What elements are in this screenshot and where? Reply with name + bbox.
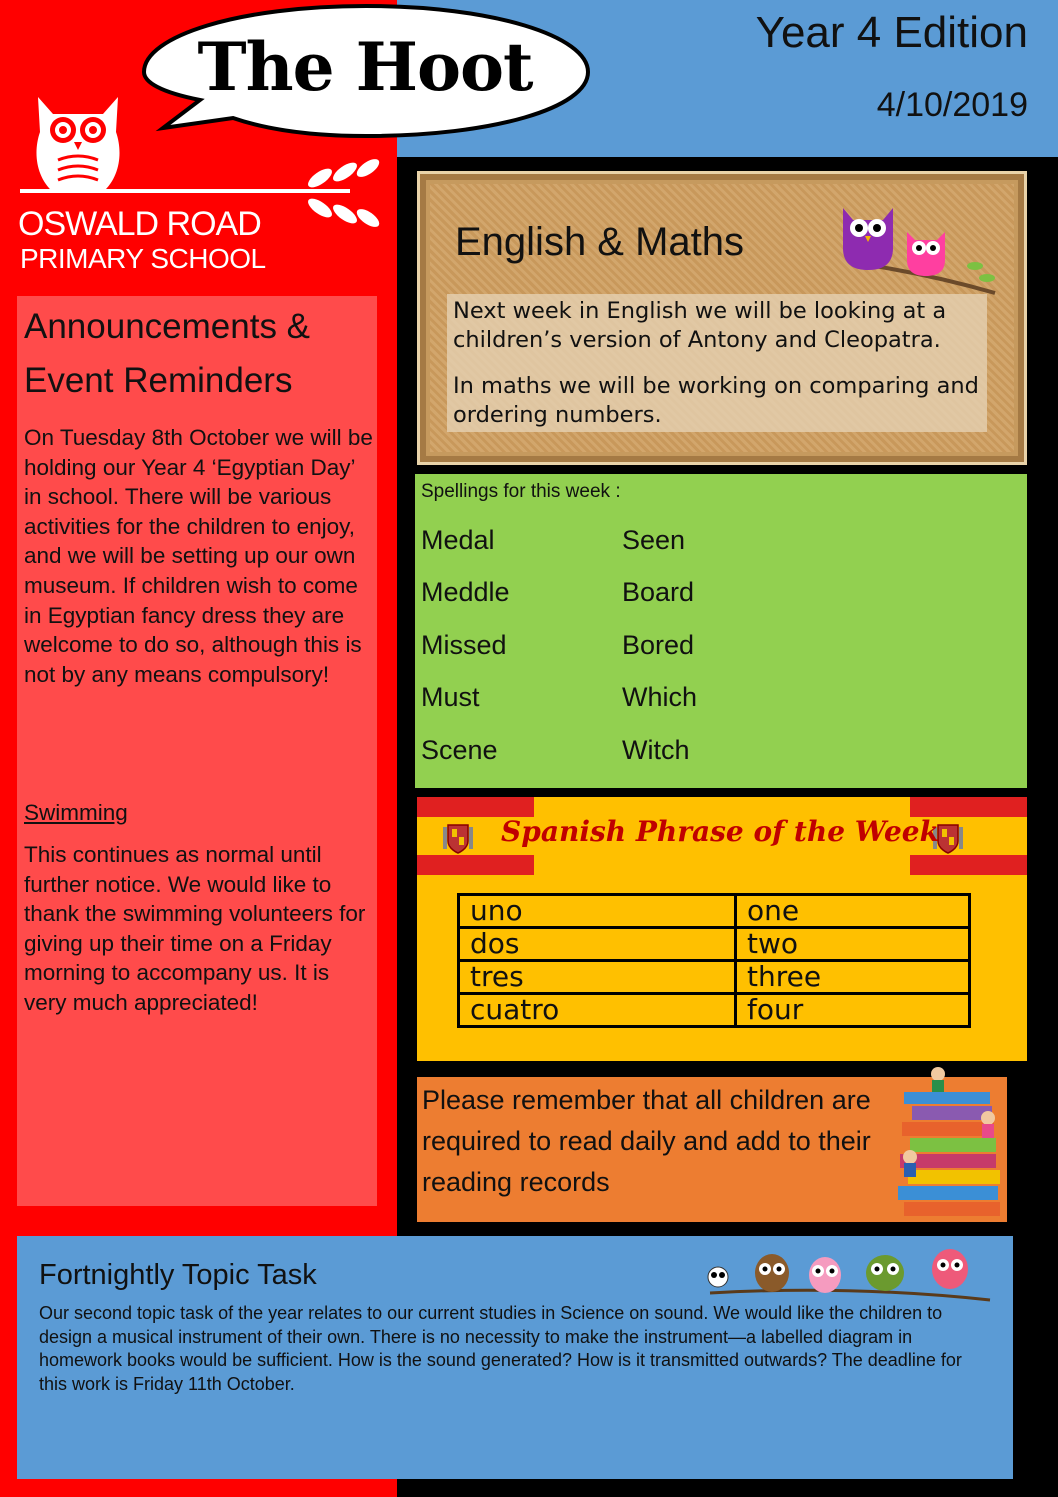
owls-on-branch-icon	[835, 198, 1000, 298]
table-row	[459, 928, 970, 961]
announcements-body: On Tuesday 8th October we will be holding our Year 4 ‘Egyptian Day’ in school. There will be various activities for the children to enjoy, and we will be setting up our own museum. If children wish to come in Egyptian fancy dress they are welcome to do so, although this is not by any means compulsory!	[24, 425, 373, 687]
owls-row-icon	[700, 1245, 995, 1305]
spelling-word: Meddle	[421, 577, 510, 607]
leaves-icon	[290, 158, 385, 228]
spelling-word: Must	[421, 682, 480, 712]
spelling-word: Board	[622, 577, 695, 607]
school-name-line1: OSWALD ROAD	[18, 205, 261, 243]
spelling-word: Seen	[622, 525, 686, 555]
maths-paragraph: In maths we will be working on comparing and ordering numbers.	[453, 373, 979, 428]
spelling-word: Medal	[421, 525, 495, 555]
reading-reminder-text: Please remember that all children are required to read daily and add to their reading records	[422, 1085, 871, 1197]
spanish-word: uno	[459, 895, 736, 928]
newsletter-title: The Hoot	[197, 28, 533, 106]
english-paragraph: Next week in English we will be looking at a children’s version of Antony and Cleopatra.	[453, 298, 947, 353]
spelling-word: Scene	[421, 735, 498, 765]
spanish-vocab-table	[457, 893, 971, 1028]
english-maths-title: English & Maths	[455, 220, 745, 264]
spelling-word: Witch	[622, 735, 690, 765]
swimming-body: This continues as normal until further notice. We would like to thank the swimming volunteers for giving up their time on a Friday morning to accompany us. It is very much appreciated!	[24, 842, 366, 1015]
spelling-word: Which	[622, 682, 698, 712]
flag-stripe	[417, 797, 534, 817]
table-row	[459, 994, 970, 1027]
spanish-word: tres	[459, 961, 736, 994]
owl-logo-icon	[28, 92, 128, 202]
spelling-word: Bored	[622, 630, 695, 660]
flag-stripe	[910, 797, 1027, 817]
school-name-line2: PRIMARY SCHOOL	[20, 243, 266, 274]
spellings-panel	[415, 474, 1027, 788]
english-word: two	[736, 928, 970, 961]
spanish-title: Spanish Phrase of the Week	[501, 815, 939, 848]
issue-date: 4/10/2019	[876, 86, 1028, 124]
flag-stripe	[417, 855, 534, 875]
english-word: one	[736, 895, 970, 928]
edition-label: Year 4 Edition	[755, 8, 1028, 57]
spellings-heading: Spellings for this week :	[421, 481, 621, 502]
table-row	[459, 961, 970, 994]
book-stack-icon	[890, 1062, 1008, 1222]
spanish-word: cuatro	[459, 994, 736, 1027]
table-row	[459, 895, 970, 928]
flag-stripe	[910, 855, 1027, 875]
topic-task-title: Fortnightly Topic Task	[39, 1259, 317, 1291]
spanish-word: dos	[459, 928, 736, 961]
announcements-title: Announcements & Event Reminders	[24, 307, 311, 400]
english-word: three	[736, 961, 970, 994]
english-word: four	[736, 994, 970, 1027]
swimming-heading: Swimming	[24, 800, 128, 825]
spelling-word: Missed	[421, 630, 507, 660]
topic-task-body: Our second topic task of the year relates to our current studies in Science on sound. We would like the children to design a musical instrument of their own. There is no necessity to make the instrument—a labelled diagram in homework books would be sufficient. How is the sound generated? How is it transmitted outwards? The deadline for this work is Friday 11th October.	[39, 1303, 962, 1394]
